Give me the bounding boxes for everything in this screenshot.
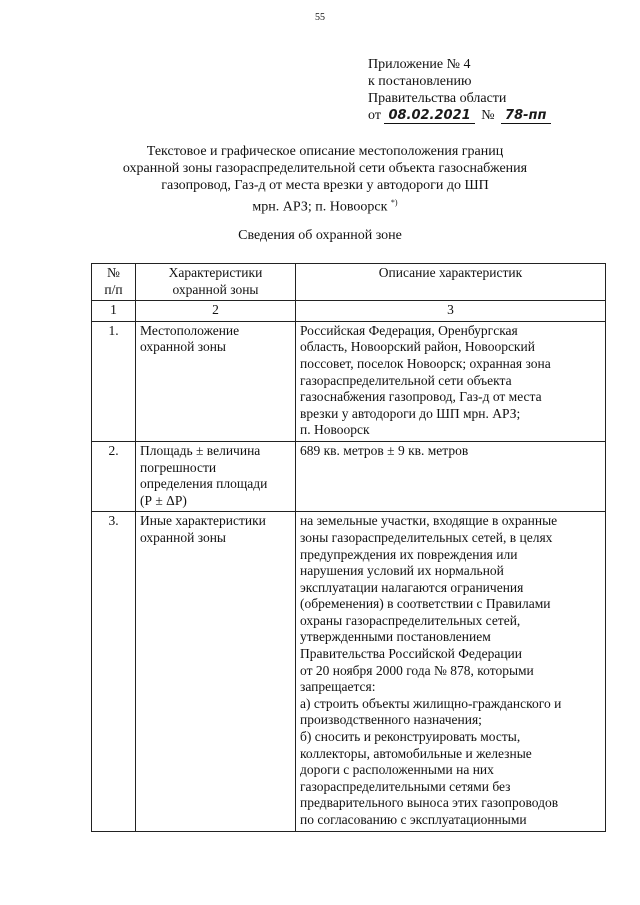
index-cell: 2	[136, 301, 296, 322]
title-line-2: охранной зоны газораспределительной сети объекта газоснабжения	[122, 161, 528, 176]
table-row	[92, 441, 606, 511]
appendix-block	[368, 56, 551, 124]
row-description: на земельные участки, входящие в охранные зоны газораспределительных сетей, в целях предупреждения их повреждения или нарушения условий их нормальной эксплуатации налагаются ограничения (обременения) в соответствии с Правилами охраны газораспределительных сетей, утвержденными постановлением Правительства Российской Федерации от 20 ноября 2000 года № 878, которыми запрещается: а) строить объекты жилищно-гражданского и производственного назначения; б) сносить и реконструировать мосты, коллекторы, автомобильные и железные дороги с расположенными на них газораспределительными сетями без предварительного выноса этих газопроводов по согласованию с эксплуатационными	[296, 512, 606, 831]
table-index-row	[92, 301, 606, 322]
handwritten-date: 08.02.2021	[384, 108, 474, 124]
row-characteristic: Местоположение охранной зоны	[136, 321, 296, 441]
table-row	[92, 512, 606, 831]
page-number: 55	[315, 12, 325, 23]
appendix-line-1: Приложение № 4	[368, 57, 471, 72]
row-description: Российская Федерация, Оренбургская область, Новоорский район, Новоорский поссовет, поселок Новоорск; охранная зона газораспределительной сети объекта газоснабжения газопровод, Газ-д от места врезки у автодороги до ШП мрн. АРЗ; п. Новоорск	[296, 321, 606, 441]
handwritten-number: 78-пп	[501, 108, 550, 124]
row-number: 1.	[92, 321, 136, 441]
date-prefix: от	[368, 108, 381, 123]
row-number: 3.	[92, 512, 136, 831]
row-description: 689 кв. метров ± 9 кв. метров	[296, 441, 606, 511]
row-number: 2.	[92, 441, 136, 511]
header-description: Описание характеристик	[296, 264, 606, 301]
title-line-4-text: мрн. АРЗ; п. Новоорск	[252, 199, 388, 215]
header-number: № п/п	[92, 264, 136, 301]
number-sign: №	[481, 108, 495, 123]
title-line-4	[90, 194, 560, 216]
table-header-row	[92, 264, 606, 301]
zone-info-table	[91, 263, 606, 832]
appendix-line-3: Правительства области	[368, 91, 507, 106]
document-title	[90, 143, 560, 216]
title-line-3: газопровод, Газ-д от места врезки у автодороги до ШП	[161, 178, 489, 193]
title-line-1: Текстовое и графическое описание местоположения границ	[146, 144, 504, 159]
header-characteristic: Характеристики охранной зоны	[136, 264, 296, 301]
appendix-line-2: к постановлению	[368, 74, 472, 89]
row-characteristic: Иные характеристики охранной зоны	[136, 512, 296, 831]
table-row	[92, 321, 606, 441]
section-subtitle: Сведения об охранной зоне	[238, 228, 402, 243]
footnote-mark: *)	[390, 198, 398, 207]
index-cell: 1	[92, 301, 136, 322]
row-characteristic: Площадь ± величина погрешности определения площади (Р ± ΔР)	[136, 441, 296, 511]
index-cell: 3	[296, 301, 606, 322]
appendix-date-line	[368, 107, 551, 124]
